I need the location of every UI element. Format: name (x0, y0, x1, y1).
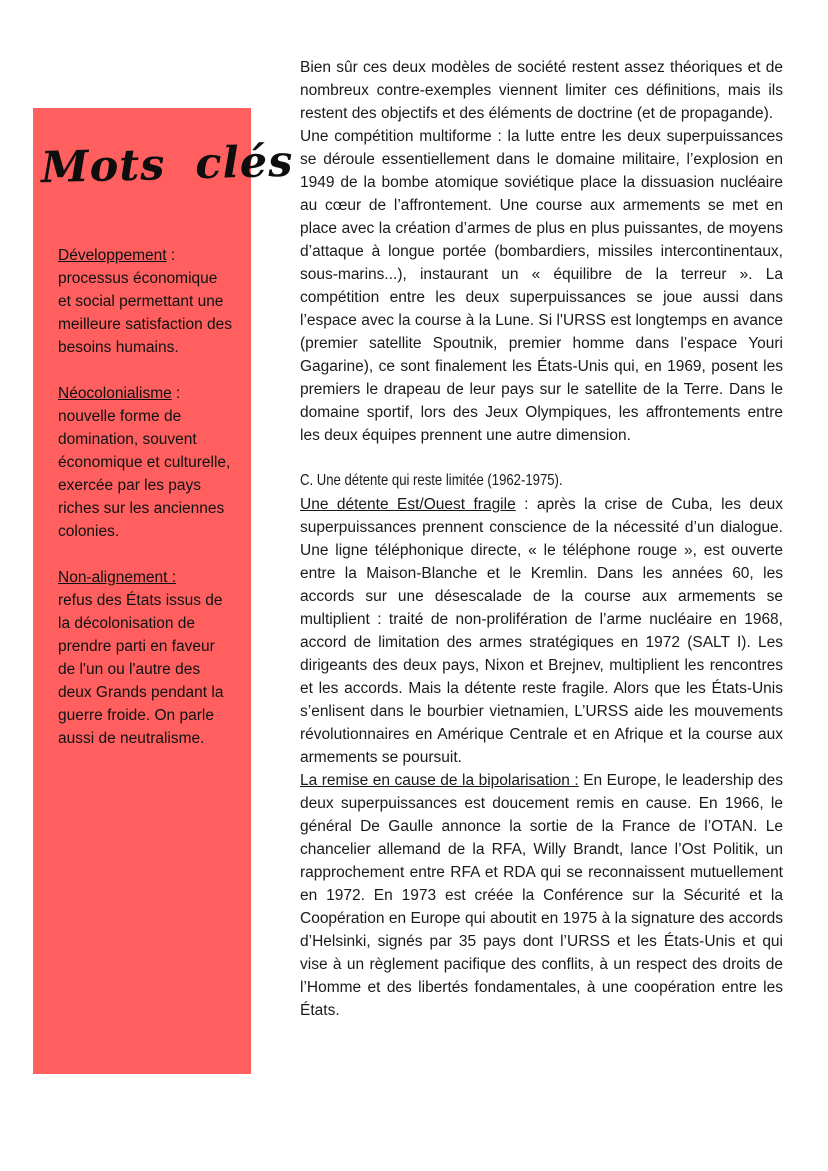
glossary-entry-neocolonialisme (58, 382, 233, 543)
bipolarisation-lead: La remise en cause de la bipolarisation : (300, 772, 579, 789)
glossary-definition: refus des États issus de la décolonisation de prendre parti en faveur de l'un ou l'autre des deux Grands pendant la guerre froide. On parle aussi de neutralisme. (58, 592, 224, 747)
competition-paragraph: Une compétition multiforme : la lutte entre les deux superpuissances se déroule essentiellement dans le domaine militaire, l’explosion en 1949 de la bombe atomique soviétique place la dissuasion nucléaire au cœur de l’affrontement. Une course aux armements se met en place avec la création d’armes de plus en plus puissantes, de moyens d’attaque à longue portée (bombardiers, missiles intercontinentaux, sous-marins...), instaurant un « équilibre de la terreur ». La compétition entre les deux superpuissances se joue aussi dans l’espace avec la course à la Lune. Si l'URSS est longtemps en avance (premier satellite Spoutnik, premier homme dans l’espace Youri Gagarine), ce sont finalement les États-Unis qui, en 1969, posent les premiers le drapeau de leur pays sur le satellite de la Terre. Dans le domaine sportif, lors des Jeux Olympiques, les affrontements entre les deux équipes prennent une autre dimension. (300, 128, 783, 444)
glossary-definition: processus économique et social permettant une meilleure satisfaction des besoins humains. (58, 270, 233, 356)
keywords-sidebar (33, 108, 295, 1074)
glossary (58, 244, 233, 773)
glossary-definition: nouvelle forme de domination, souvent économique et culturelle, exercée par les pays riches sur les anciennes colonies. (58, 408, 231, 540)
glossary-separator: : (166, 247, 176, 264)
bipolarisation-text: En Europe, le leadership des deux superpuissances est doucement remis en cause. En 1966, le général De Gaulle annonce la sortie de la France de l’OTAN. Le chancelier allemand de la RFA, Willy Brandt, lance l’Ost Politik, un rapprochement entre RFA et RDA qui se reconnaissent mutuellement en 1972. En 1973 est créée la Conférence sur la Sécurité et la Coopération en Europe qui aboutit en 1975 à la signature des accords d’Helsinki, signés par 35 pays dont l’URSS et les États-Unis et qui vise à un règlement pacifique des conflits, à un respect des droits de l’Homme et des libertés fondamentales, à une coopération entre les États. (300, 772, 783, 1019)
glossary-entry-developpement (58, 244, 233, 359)
detente-lead: Une détente Est/Ouest fragile (300, 496, 516, 513)
glossary-entry-non-alignement (58, 566, 233, 750)
glossary-separator: : (171, 385, 181, 402)
section-heading: C. Une détente qui reste limitée (1962-1975). (300, 472, 563, 489)
detente-text: : après la crise de Cuba, les deux superpuissances prennent conscience de la nécessité d’un dialogue. Une ligne téléphonique directe, « le téléphone rouge », est ouverte entre la Maison-Blanche et le Kremlin. Dans les années 60, les accords sur une désescalade de la course aux armements se multiplient : traité de non-prolifération de l’arme nucléaire en 1968, accord de limitation des armes stratégiques en 1972 (SALT I). Les dirigeants des deux pays, Nixon et Brejnev, multiplient les rencontres et les accords. Mais la détente reste fragile. Alors que les États-Unis s’enlisent dans le bourbier vietnamien, L’URSS aide les mouvements révolutionnaires en Amérique Centrale et en Afrique et la course aux armements se poursuit. (300, 496, 783, 766)
detente-paragraph (300, 493, 783, 769)
sidebar-title: Mots clés (40, 136, 295, 194)
main-text (300, 56, 783, 1022)
bipolarisation-paragraph (300, 769, 783, 1022)
glossary-term: Développement (58, 247, 167, 264)
glossary-term: Non-alignement : (58, 569, 177, 586)
glossary-term: Néocolonialisme (58, 385, 172, 402)
intro-paragraph: Bien sûr ces deux modèles de société restent assez théoriques et de nombreux contre-exemples viennent limiter ces définitions, mais ils restent des objectifs et des éléments de doctrine (et de propagande). (300, 59, 783, 122)
